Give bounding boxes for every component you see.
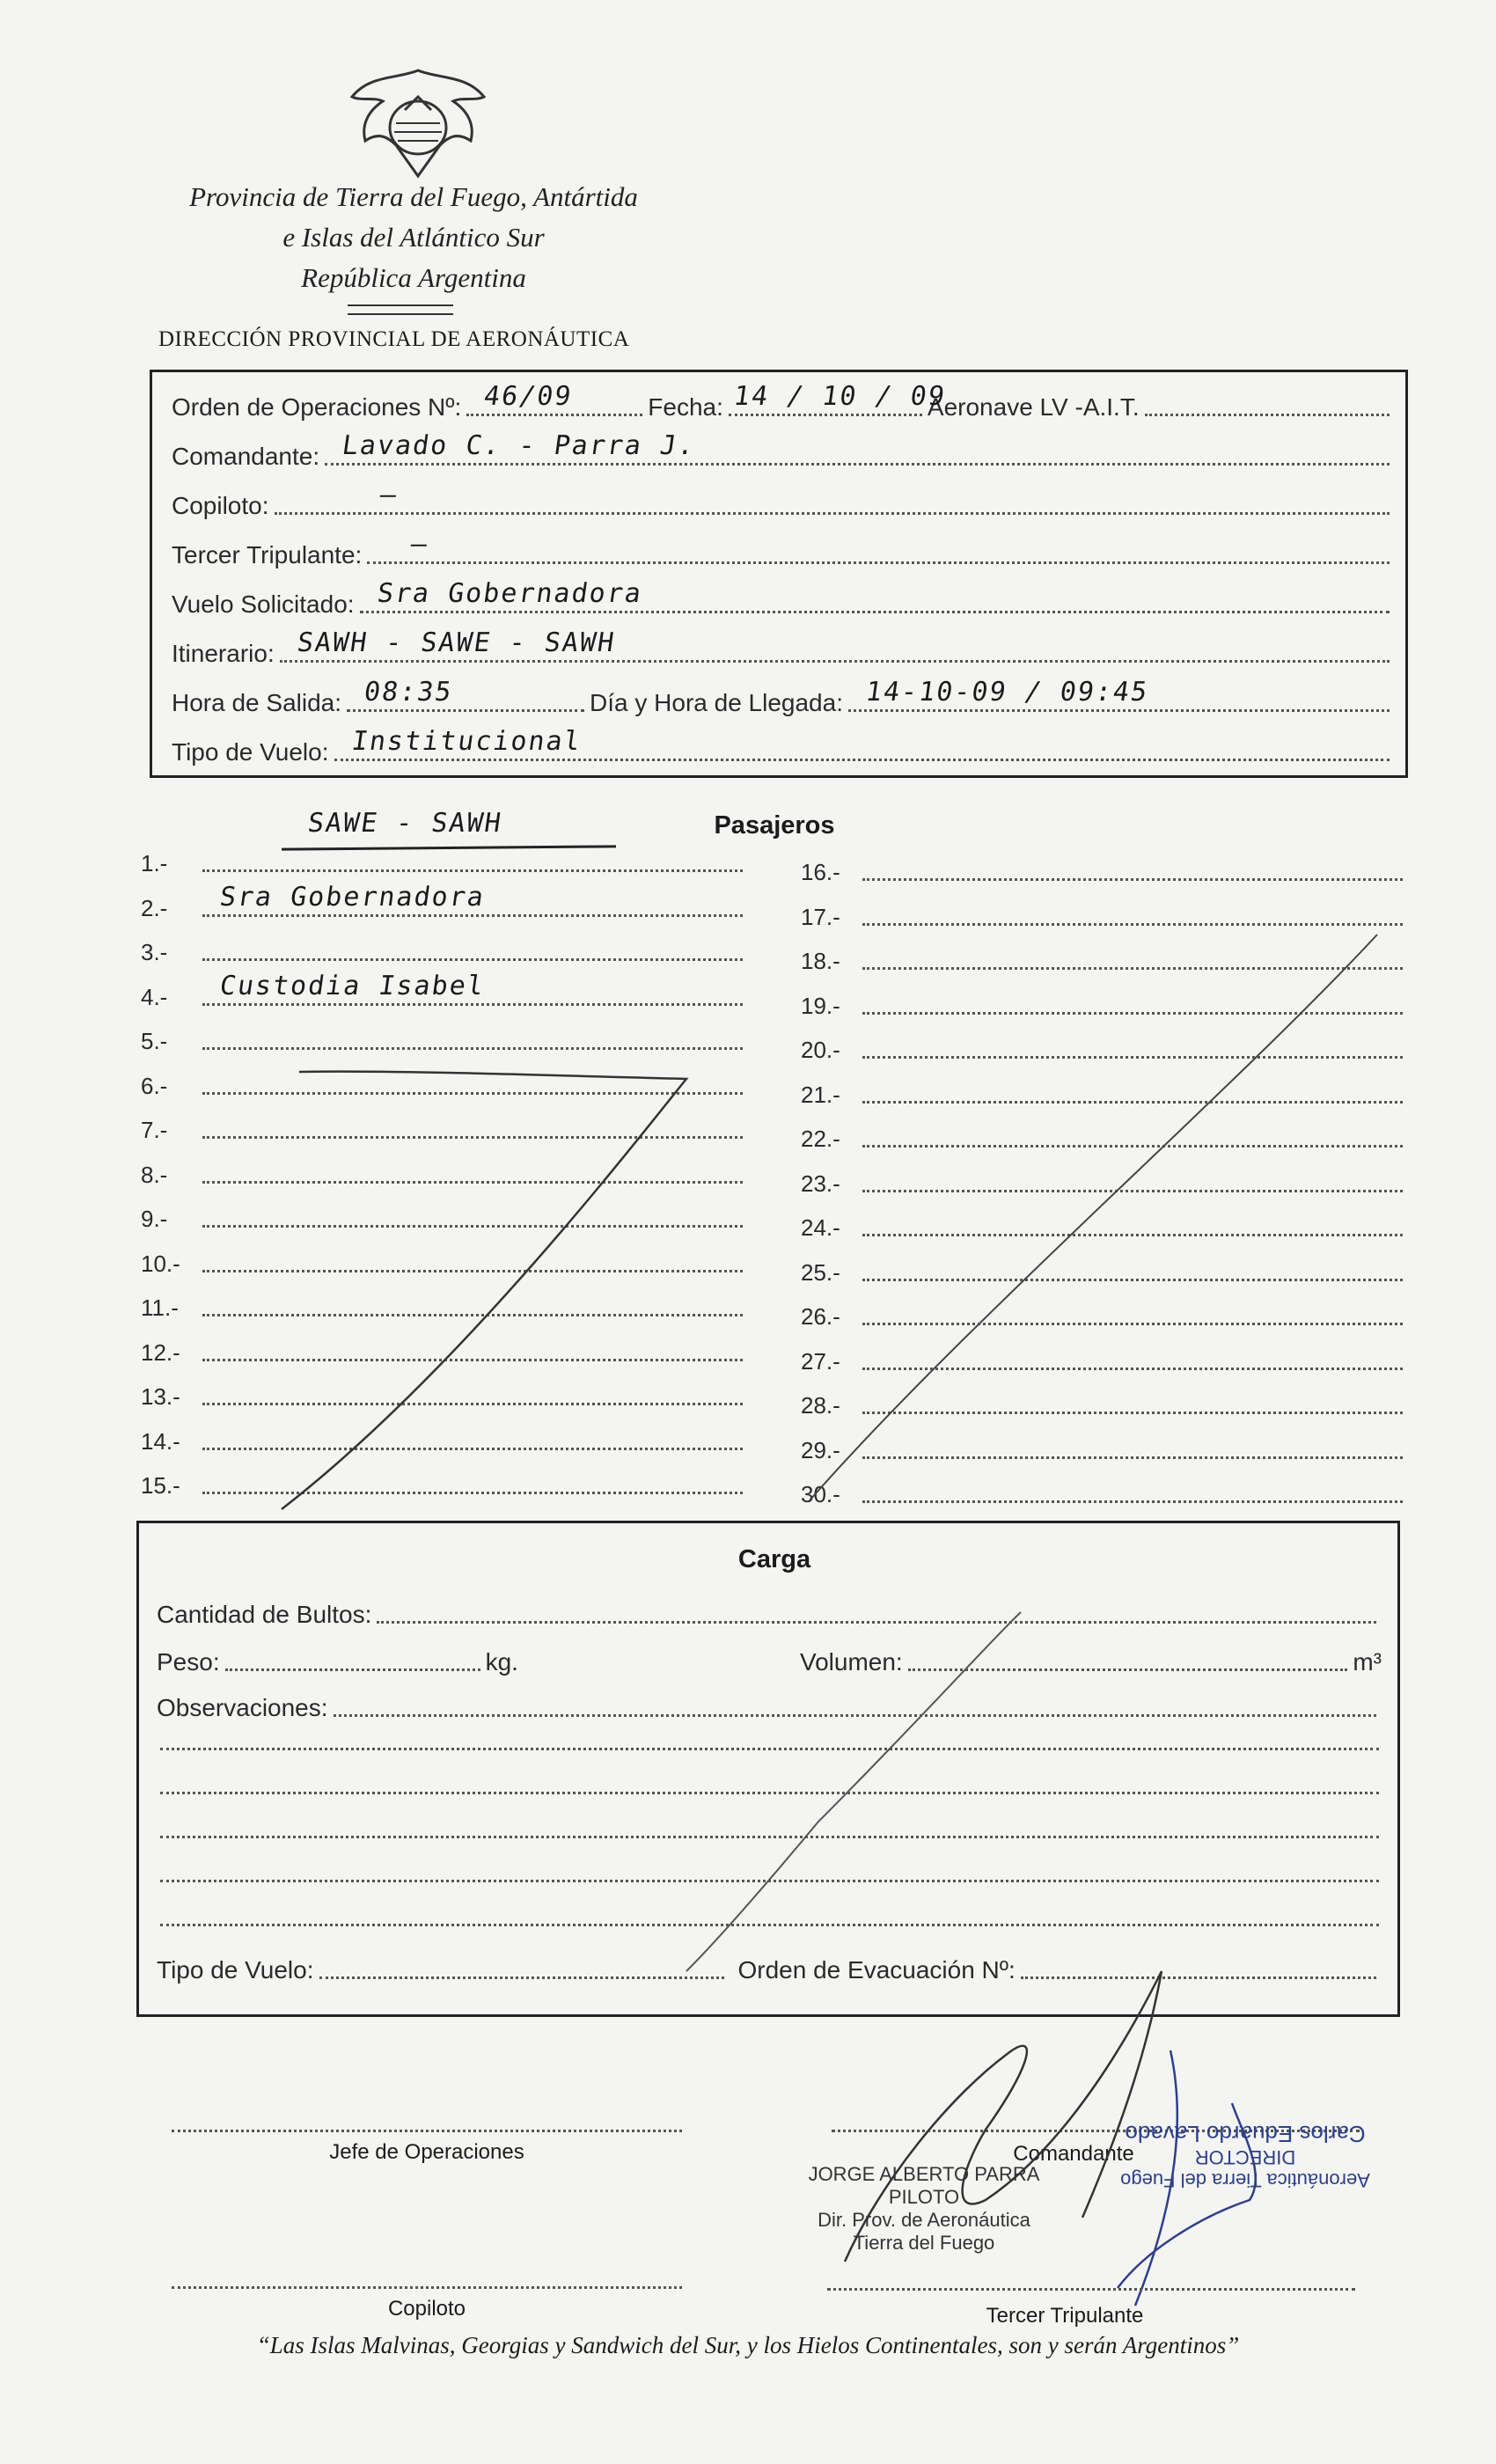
stamp1-line1: JORGE ALBERTO PARRA: [808, 2163, 1040, 2185]
director-stamp: [1087, 2123, 1404, 2191]
jefe-signature-line[interactable]: [172, 2130, 682, 2132]
flight-type-field[interactable]: [334, 726, 1390, 761]
passenger-field[interactable]: [202, 1465, 743, 1494]
passenger-number: 19.-: [801, 992, 840, 1019]
peso-field[interactable]: [225, 1642, 480, 1671]
footer-quote: “Las Islas Malvinas, Georgias y Sandwich del Sur, y los Hielos Continentales, son y serán Argentinos”: [256, 2332, 1240, 2358]
passenger-row: [801, 1030, 1408, 1064]
date-field[interactable]: [729, 381, 949, 416]
province-crest-icon: [334, 62, 502, 185]
passenger-field[interactable]: [862, 1474, 1403, 1503]
passenger-field[interactable]: [862, 1163, 1403, 1192]
passenger-number: 16.-: [801, 859, 840, 885]
passenger-field[interactable]: [862, 986, 1403, 1015]
passenger-field[interactable]: [862, 1430, 1403, 1459]
passenger-row: [141, 1332, 748, 1367]
cargo-title: Carga: [737, 1545, 811, 1573]
pilot-stamp: [792, 2163, 1056, 2255]
obs-field[interactable]: [334, 1688, 1376, 1717]
itinerary-field[interactable]: [280, 627, 1390, 663]
stamp1-line3: Dir. Prov. de Aeronáutica: [818, 2209, 1030, 2231]
departure-value: 08:35: [362, 677, 455, 708]
stamp2-line3: Aeronáutica Tierra del Fuego: [1120, 2169, 1370, 2191]
obs-line-6[interactable]: [160, 1924, 1379, 1926]
third-crew-field[interactable]: [367, 529, 1390, 564]
passenger-field[interactable]: [202, 1287, 743, 1316]
passenger-field[interactable]: [862, 1341, 1403, 1370]
passengers-title: Pasajeros: [714, 811, 835, 840]
jefe-label: Jefe de Operaciones: [329, 2140, 524, 2164]
arrival-label: Día y Hora de Llegada:: [590, 689, 843, 716]
obs-line-3[interactable]: [160, 1792, 1379, 1794]
requested-label: Vuelo Solicitado:: [172, 590, 355, 618]
passenger-field[interactable]: [202, 1243, 743, 1272]
passenger-number: 29.-: [801, 1436, 840, 1463]
departure-field[interactable]: [347, 677, 584, 712]
province-line-3: República Argentina: [301, 262, 526, 293]
third-crew-value: —: [408, 529, 431, 560]
order-label: Orden de Operaciones Nº:: [172, 393, 462, 421]
passenger-row: [801, 852, 1408, 886]
passenger-number: 25.-: [801, 1258, 840, 1286]
passenger-row: [141, 1110, 748, 1144]
passenger-number: 7.-: [141, 1117, 168, 1143]
passenger-number: 14.-: [141, 1427, 180, 1455]
passenger-row: [801, 1385, 1408, 1419]
date-label: Fecha:: [648, 393, 723, 421]
third-crew-row: [172, 529, 1395, 569]
passenger-field[interactable]: [862, 1118, 1403, 1148]
passenger-field[interactable]: [202, 843, 743, 872]
passenger-number: 6.-: [141, 1072, 168, 1099]
passenger-number: 24.-: [801, 1214, 840, 1241]
province-line-1: Provincia de Tierra del Fuego, Antártida: [189, 181, 638, 212]
passenger-number: 4.-: [141, 983, 168, 1010]
passenger-field[interactable]: [862, 1385, 1403, 1414]
obs-row: [157, 1688, 1382, 1722]
cargo-type-label: Tipo de Vuelo:: [157, 1956, 314, 1984]
passenger-field[interactable]: [202, 1376, 743, 1405]
passenger-field[interactable]: [862, 1252, 1403, 1281]
stamp1-line4: Tierra del Fuego: [853, 2232, 995, 2254]
arrival-field[interactable]: [848, 677, 1390, 712]
passenger-row: [801, 1118, 1408, 1153]
passenger-number: 13.-: [141, 1383, 180, 1410]
copilot-label: Copiloto:: [172, 492, 269, 519]
peso-label: Peso:: [157, 1648, 220, 1676]
passenger-number: 30.-: [801, 1481, 840, 1507]
passenger-field[interactable]: [202, 932, 743, 961]
commander-row: [172, 430, 1395, 471]
passenger-row: [141, 1287, 748, 1322]
passenger-field[interactable]: [862, 1074, 1403, 1104]
bultos-label: Cantidad de Bultos:: [157, 1601, 372, 1628]
passenger-number: 3.-: [141, 939, 168, 965]
province-line-2: e Islas del Atlántico Sur: [282, 222, 545, 253]
departure-label: Hora de Salida:: [172, 689, 342, 716]
passenger-number: 5.-: [141, 1028, 168, 1054]
obs-line-2[interactable]: [160, 1748, 1379, 1750]
evac-field[interactable]: [1021, 1950, 1376, 1979]
passenger-number: 8.-: [141, 1161, 168, 1188]
passenger-number: 21.-: [801, 1081, 840, 1108]
itinerary-row: [172, 627, 1395, 668]
third-crew-label: Tercer Tripulante:: [172, 541, 363, 568]
requested-value: Sra Gobernadora: [375, 578, 644, 609]
copilot-value: —: [378, 480, 400, 510]
passenger-row: [141, 843, 748, 877]
passenger-row: [801, 1474, 1408, 1508]
passenger-row: [801, 1163, 1408, 1198]
volumen-label: Volumen:: [799, 1648, 903, 1676]
passenger-field[interactable]: [862, 1296, 1403, 1325]
cargo-type-field[interactable]: [319, 1950, 724, 1979]
flight-type-row: [172, 726, 1395, 766]
order-row: [172, 381, 1395, 422]
passenger-row: [141, 881, 748, 922]
date-value: 14 / 10 / 09: [731, 381, 949, 412]
passenger-field[interactable]: [202, 1421, 743, 1450]
passenger-number: 20.-: [801, 1037, 840, 1063]
passenger-number: 9.-: [141, 1206, 168, 1232]
flight-type-value: Institucional: [349, 726, 583, 757]
passenger-row: [141, 970, 748, 1011]
passenger-row: [801, 897, 1408, 931]
evac-label: Orden de Evacuación Nº:: [737, 1956, 1016, 1984]
passenger-field[interactable]: [862, 897, 1403, 926]
passenger-number: 2.-: [141, 894, 168, 921]
volumen-field[interactable]: [908, 1642, 1348, 1671]
passenger-number: 12.-: [141, 1338, 180, 1366]
passenger-number: 1.-: [141, 850, 168, 876]
passenger-name: Sra Gobernadora: [217, 881, 488, 913]
itinerary-label: Itinerario:: [172, 640, 275, 667]
aircraft-field[interactable]: [1145, 387, 1390, 416]
passenger-row: [801, 1207, 1408, 1242]
peso-volumen-row: [157, 1642, 1382, 1676]
passenger-field[interactable]: [202, 1155, 743, 1184]
requested-field[interactable]: [360, 578, 1390, 613]
tercer-label: Tercer Tripulante: [986, 2304, 1144, 2328]
departure-row: [172, 677, 1395, 717]
volumen-unit: m³: [1353, 1648, 1382, 1676]
commander-field[interactable]: [325, 430, 1390, 466]
bultos-field[interactable]: [377, 1595, 1376, 1624]
requested-row: [172, 578, 1395, 619]
passenger-row: [141, 1155, 748, 1189]
stamp2-line1: Carlos Eduardo Lavado: [1125, 2121, 1366, 2147]
passenger-field[interactable]: [202, 1066, 743, 1095]
passenger-row: [141, 1243, 748, 1278]
copiloto-label: Copiloto: [387, 2297, 466, 2321]
passenger-field[interactable]: [862, 1030, 1403, 1059]
passenger-field[interactable]: [202, 1199, 743, 1228]
order-value: 46/09: [481, 381, 576, 412]
passenger-number: 18.-: [801, 948, 840, 974]
passenger-row: [801, 1296, 1408, 1331]
passenger-number: 22.-: [801, 1126, 840, 1152]
order-field[interactable]: [466, 381, 642, 416]
stamp1-line2: PILOTO: [888, 2186, 960, 2208]
passenger-field[interactable]: [862, 852, 1403, 881]
arrival-value: 14-10-09 / 09:45: [863, 677, 1151, 708]
aircraft-label: Aeronave LV -A.I.T.: [927, 393, 1140, 421]
itinerary-value: SAWH - SAWE - SAWH: [295, 627, 618, 658]
passenger-row: [801, 941, 1408, 975]
header-rule: [348, 304, 453, 306]
obs-line-4[interactable]: [160, 1836, 1379, 1838]
passenger-number: 23.-: [801, 1170, 840, 1197]
passenger-number: 27.-: [801, 1347, 840, 1375]
copilot-row: [172, 480, 1395, 520]
obs-line-5[interactable]: [160, 1880, 1379, 1882]
passenger-number: 26.-: [801, 1303, 840, 1330]
passenger-field[interactable]: [202, 970, 743, 1006]
passenger-row: [141, 1021, 748, 1055]
passenger-number: 11.-: [141, 1294, 179, 1321]
passenger-number: 28.-: [801, 1392, 840, 1419]
passenger-field[interactable]: [862, 1207, 1403, 1236]
passenger-row: [141, 1199, 748, 1233]
copiloto-signature-line[interactable]: [172, 2286, 682, 2289]
passenger-row: [141, 1376, 748, 1411]
cargo-type-row: [157, 1950, 1382, 1984]
header-rule-2: [348, 313, 453, 315]
passenger-row: [801, 986, 1408, 1020]
obs-label: Observaciones:: [157, 1694, 328, 1721]
passenger-row: [801, 1430, 1408, 1464]
passenger-row: [141, 1066, 748, 1100]
comandante-label: Comandante: [1013, 2142, 1134, 2166]
flight-type-label: Tipo de Vuelo:: [172, 738, 329, 766]
passenger-number: 10.-: [141, 1250, 180, 1277]
passenger-field[interactable]: [202, 1110, 743, 1139]
passenger-row: [801, 1074, 1408, 1109]
passenger-number: 17.-: [801, 903, 840, 930]
passenger-row: [141, 1421, 748, 1456]
copilot-field[interactable]: [275, 480, 1390, 515]
passenger-row: [141, 932, 748, 966]
commander-label: Comandante:: [172, 443, 320, 470]
route-note: SAWE - SAWH: [305, 808, 505, 839]
tercer-signature-line[interactable]: [827, 2288, 1355, 2291]
commander-value: Lavado C. - Parra J.: [340, 430, 698, 461]
passenger-row: [141, 1465, 748, 1500]
passenger-number: 15.-: [141, 1472, 180, 1499]
peso-unit: kg.: [485, 1648, 518, 1676]
passenger-row: [801, 1341, 1408, 1375]
bultos-row: [157, 1595, 1382, 1629]
stamp2-line2: DIRECTOR: [1194, 2146, 1296, 2168]
passenger-field[interactable]: [202, 1332, 743, 1361]
passenger-field[interactable]: [202, 1021, 743, 1050]
passenger-field[interactable]: [202, 881, 743, 917]
passenger-row: [801, 1252, 1408, 1287]
department-heading: DIRECCIÓN PROVINCIAL DE AERONÁUTICA: [158, 327, 630, 351]
passenger-field[interactable]: [862, 941, 1403, 970]
passenger-name: Custodia Isabel: [217, 970, 488, 1001]
